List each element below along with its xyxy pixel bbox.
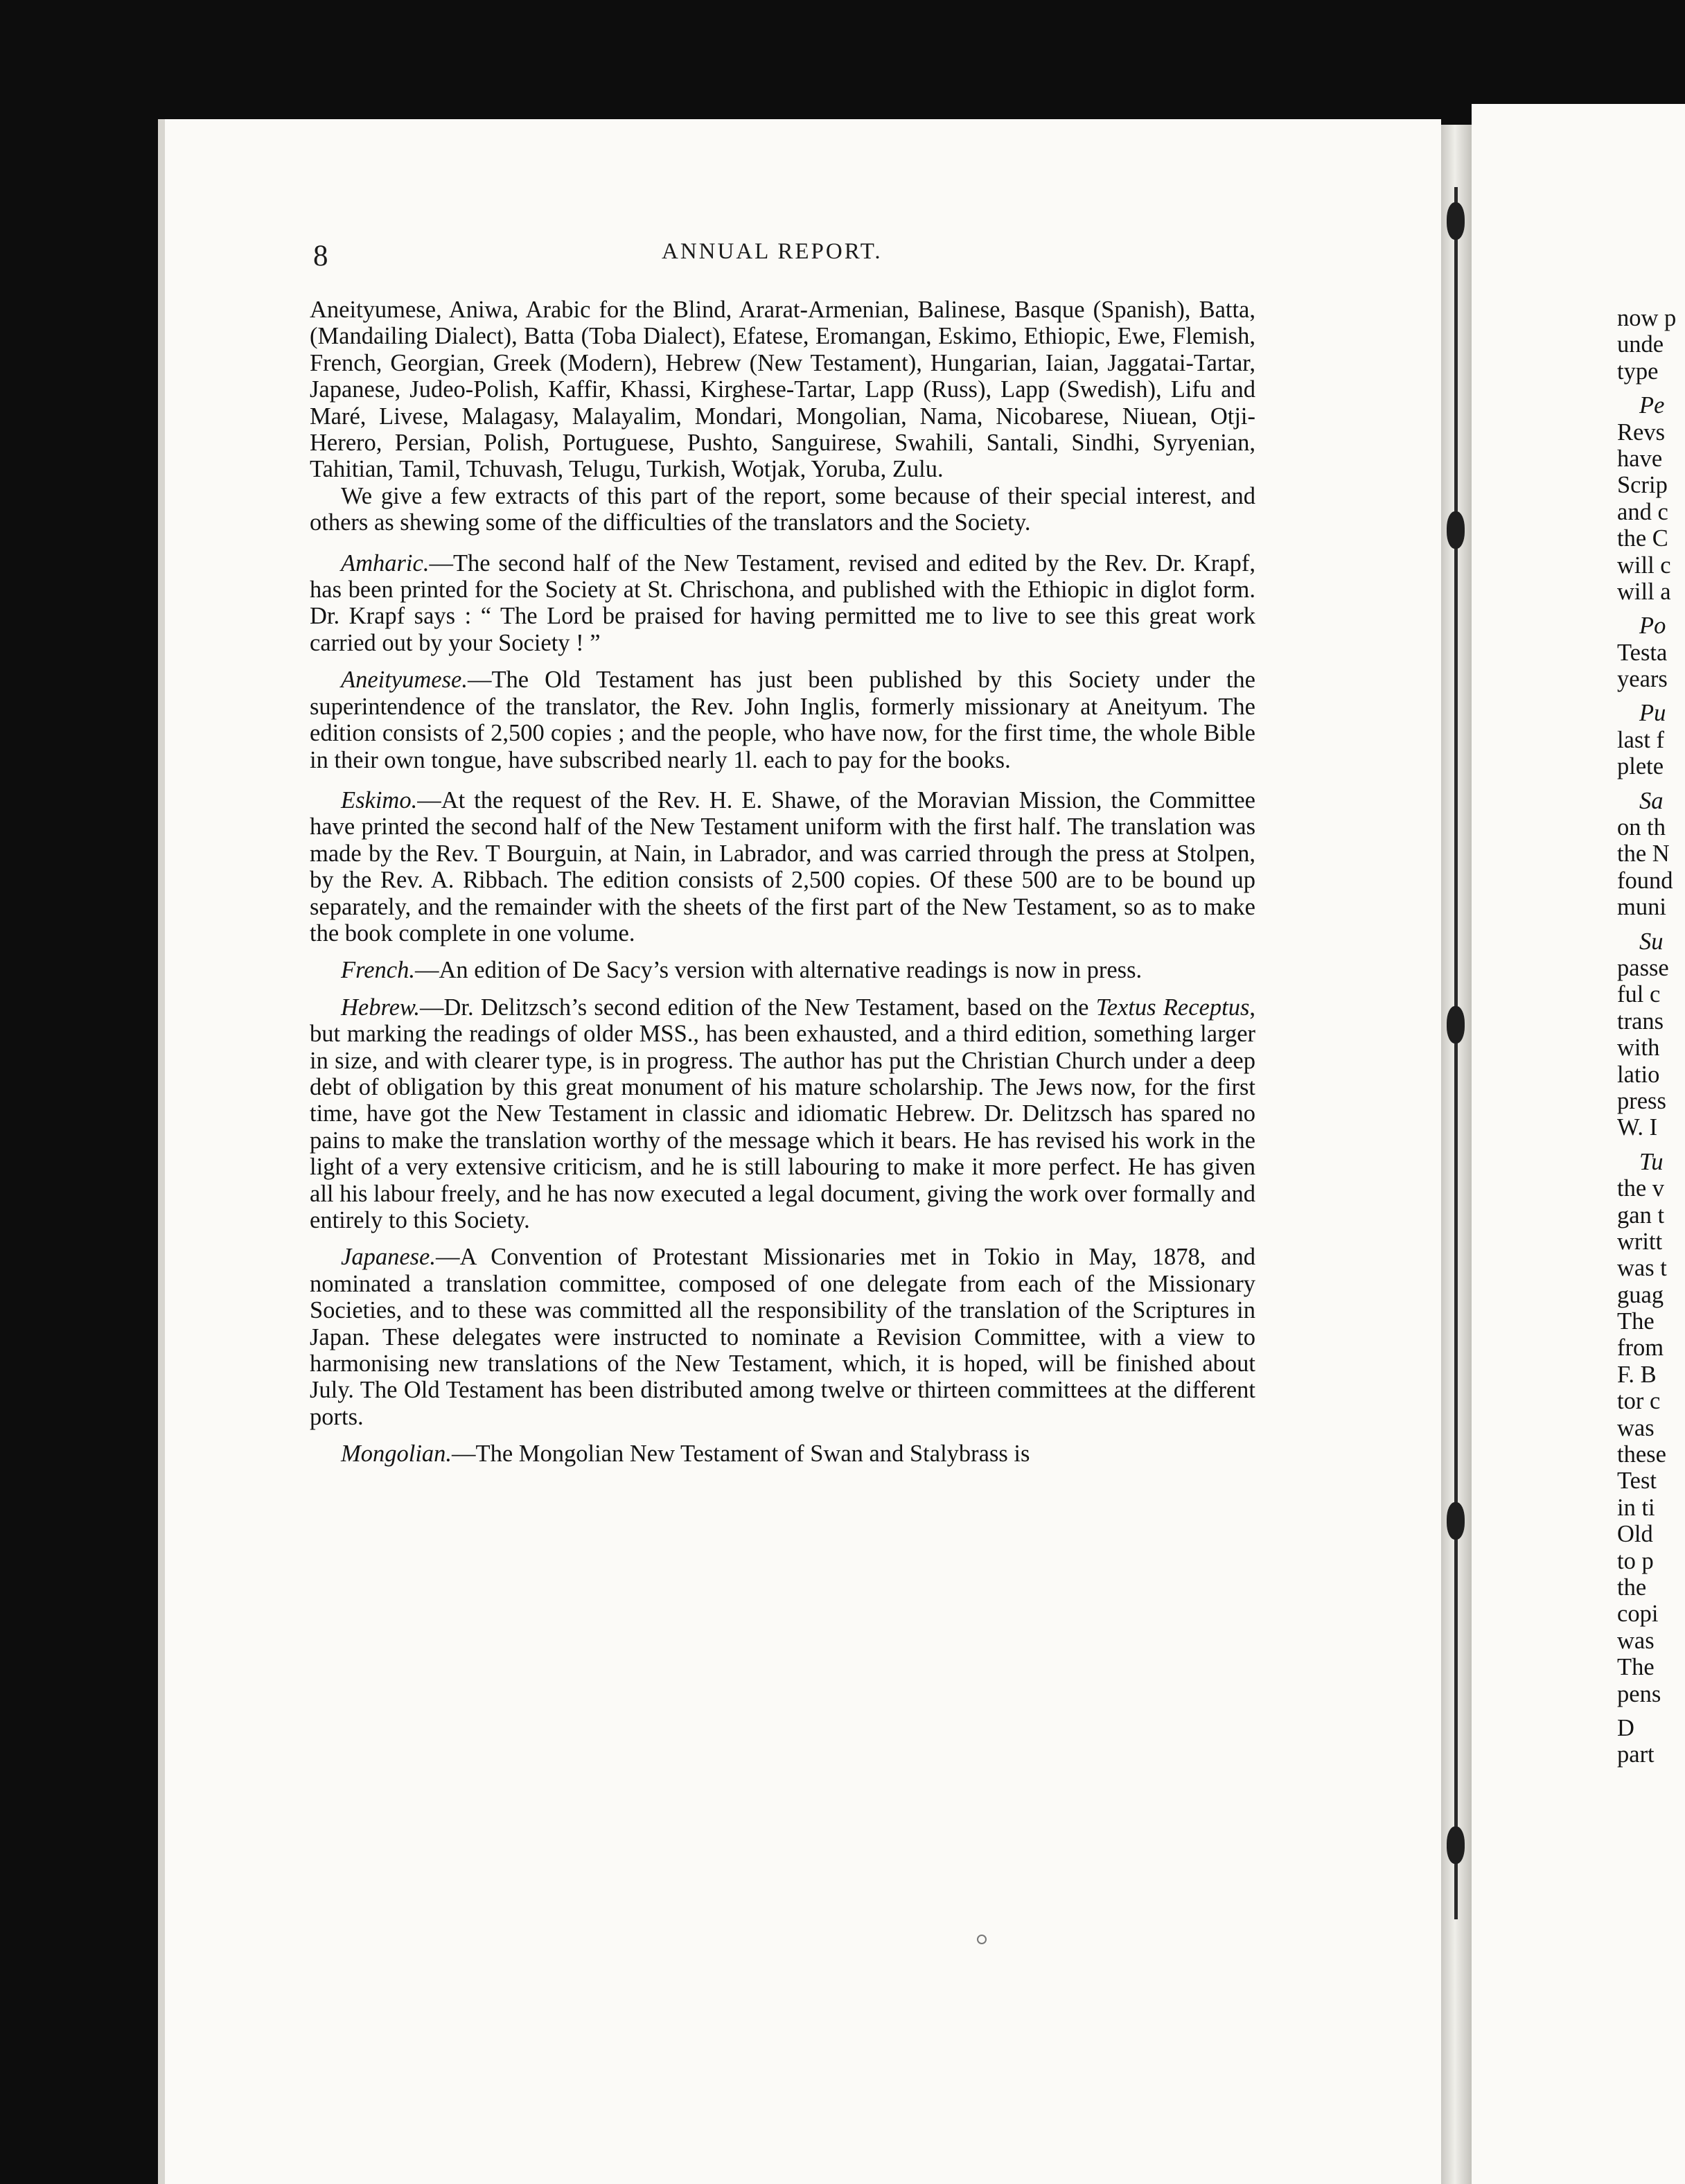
facing-page-line: will a bbox=[1617, 578, 1671, 605]
paragraph-gap bbox=[1617, 921, 1685, 928]
facing-page-line: Scrip bbox=[1617, 472, 1668, 499]
facing-page-line: guag bbox=[1617, 1281, 1664, 1308]
entry-text: —An edition of De Sacy’s version with alternative readings is now in press. bbox=[414, 957, 1143, 984]
facing-page-line: was t bbox=[1617, 1255, 1667, 1282]
entry-french bbox=[310, 957, 1255, 983]
facing-page-line: the C bbox=[1617, 525, 1668, 552]
facing-page-line: Test bbox=[1617, 1468, 1657, 1495]
spine-thread bbox=[1454, 187, 1458, 1919]
entry-language: French. bbox=[341, 957, 415, 984]
facing-page-line: Su bbox=[1639, 928, 1664, 955]
facing-page-line: tor c bbox=[1617, 1388, 1661, 1415]
facing-page-line: Sa bbox=[1639, 787, 1664, 814]
facing-page-line: years bbox=[1617, 666, 1668, 693]
facing-page-line: Pe bbox=[1639, 392, 1665, 419]
page-edge bbox=[158, 119, 165, 2184]
facing-page-line: unde bbox=[1617, 331, 1664, 358]
facing-page-line: trans bbox=[1617, 1007, 1664, 1034]
facing-page-line: Po bbox=[1639, 613, 1666, 640]
entry-aneityumese bbox=[310, 667, 1255, 773]
paragraph-gap bbox=[1617, 1141, 1685, 1149]
facing-page-line: D bbox=[1617, 1714, 1634, 1741]
facing-page-line: Tu bbox=[1639, 1148, 1664, 1175]
facing-page-line: now p bbox=[1617, 305, 1677, 331]
facing-page-line: last f bbox=[1617, 726, 1665, 753]
facing-page-line: press bbox=[1617, 1087, 1666, 1114]
facing-page-line: Pu bbox=[1639, 700, 1666, 727]
paragraph-gap bbox=[1617, 605, 1685, 613]
facing-page-line: Old bbox=[1617, 1521, 1653, 1548]
stitch-knot bbox=[1447, 202, 1465, 240]
report-body bbox=[310, 297, 1255, 1468]
facing-page-line: gan t bbox=[1617, 1201, 1665, 1228]
facing-page-line: muni bbox=[1617, 894, 1666, 921]
paragraph-gap bbox=[1617, 1707, 1685, 1715]
facing-page-line: latio bbox=[1617, 1061, 1660, 1088]
entry-emphasis: Textus Receptus bbox=[1095, 994, 1250, 1021]
facing-page-line: found bbox=[1617, 867, 1673, 894]
facing-page-line: the v bbox=[1617, 1175, 1665, 1202]
entry-language: Hebrew. bbox=[341, 994, 421, 1021]
entry-text: —A Convention of Protestant Missionaries met in Tokio in May, 1878, and nominated a translation committee, composed of one delegate from each of the Missionary Societies, and to these was committed all the responsibility of the translation of the Scriptures in Japan. These delegates were instructed to nominate a Revision Committee, with a view to harmonising new translations of the New Testament, which, it is hoped, will be finished about July. The Old Testament has been distributed among twelve or thirteen committees at the different ports. bbox=[310, 1244, 1255, 1430]
facing-page-line: part bbox=[1617, 1741, 1655, 1768]
facing-page-line: Revs bbox=[1617, 419, 1665, 446]
facing-page-line: F. B bbox=[1617, 1361, 1657, 1388]
facing-page-line: copi bbox=[1617, 1601, 1659, 1628]
facing-page-line: pens bbox=[1617, 1680, 1661, 1707]
entry-language: Amharic. bbox=[341, 549, 430, 576]
entry-language: Eskimo. bbox=[341, 786, 418, 813]
facing-page-line: was bbox=[1617, 1414, 1655, 1441]
facing-page-line: to p bbox=[1617, 1547, 1654, 1574]
entry-eskimo bbox=[310, 787, 1255, 946]
facing-page-line: the N bbox=[1617, 840, 1670, 868]
entry-language: Japanese. bbox=[341, 1244, 436, 1271]
entry-hebrew bbox=[310, 994, 1255, 1234]
page-number: 8 bbox=[313, 240, 328, 272]
facing-page-line: plete bbox=[1617, 753, 1664, 780]
entry-text: —At the request of the Rev. H. E. Shawe, of the Moravian Mission, the Committee have printed the second half of the New Testament uniform with the first half. The translation was made by the Rev. T Bourguin, at Nain, in Labrador, and was carried through the press at Stolpen, by the Rev. A. Ribbach. The edition consists of 2,500 copies. Of these 500 are to be bound up separately, and the remainder with the sheets of the first part of the New Testament, so as to make the book complete in one volume. bbox=[310, 786, 1255, 946]
facing-page-line: W. I bbox=[1617, 1114, 1658, 1141]
paragraph-gap bbox=[1617, 692, 1685, 700]
facing-page-line: have bbox=[1617, 445, 1663, 472]
facing-page-line: was bbox=[1617, 1627, 1655, 1654]
entry-amharic bbox=[310, 550, 1255, 657]
facing-page-column bbox=[1617, 305, 1685, 1768]
facing-page-line: writt bbox=[1617, 1228, 1663, 1255]
entry-language: Mongolian. bbox=[341, 1441, 452, 1468]
facing-page-line: Testa bbox=[1617, 639, 1668, 666]
facing-page-line: and c bbox=[1617, 498, 1668, 525]
paragraph-gap bbox=[1617, 385, 1685, 392]
paragraph-gap bbox=[1617, 780, 1685, 788]
running-head: ANNUAL REPORT. bbox=[662, 239, 883, 264]
stitch-knot bbox=[1447, 1502, 1465, 1540]
stitch-knot bbox=[1447, 511, 1465, 549]
entry-language: Aneityumese. bbox=[341, 667, 468, 694]
facing-page-line: on th bbox=[1617, 814, 1666, 841]
facing-page-line: from bbox=[1617, 1335, 1664, 1362]
facing-page-line: The bbox=[1617, 1654, 1655, 1681]
entry-japanese bbox=[310, 1244, 1255, 1430]
entry-text: —Dr. Delitzsch’s second edition of the New Testament, based on the bbox=[420, 994, 1096, 1021]
facing-page-line: passe bbox=[1617, 954, 1669, 981]
page-mark bbox=[977, 1935, 987, 1944]
entry-text: , but marking the readings of older MSS., has been exhausted, and a third edition, something larger in size, and with clearer type, is in progress. The author has put the Christian Church under a deep debt of obligation by this great monument of his mature scholarship. The Jews now, for the first time, have got the New Testament in classic and idiomatic Hebrew. Dr. Delitzsch has spared no pains to make the translation worthy of the message which it bears. He has revised his work in the light of a very extensive criticism, and he is still labouring to make it more perfect. He has given all his labour freely, and he has now executed a legal document, giving the work over formally and entirely to this Society. bbox=[310, 994, 1255, 1233]
stitch-knot bbox=[1447, 1006, 1465, 1043]
language-list: Aneityumese, Aniwa, Arabic for the Blind, Ararat-Armenian, Balinese, Basque (Spanish), Batta, (Mandailing Dialect), Batta (Toba Dialect), Efatese, Eromangan, Eskimo, Ethiopic, Ewe, Flemish, French, Georgian, Greek (Modern), Hebrew (New Testament), Hungarian, Iaian, Jaggatai-Tartar, Japanese, Judeo-Polish, Kaffir, Khassi, Kirghese-Tartar, Lapp (Russ), Lapp (Swedish), Lifu and Maré, Livese, Malagasy, Malayalim, Mondari, Mongolian, Nama, Nicobarese, Niuean, Otji-Herero, Persian, Polish, Portuguese, Pushto, Sanguirese, Swahili, Santali, Sindhi, Syryenian, Tahitian, Tamil, Tchuvash, Telugu, Turkish, Wotjak, Yoruba, Zulu. bbox=[310, 297, 1255, 483]
facing-page-line: with bbox=[1617, 1034, 1660, 1062]
facing-page-line: will c bbox=[1617, 552, 1671, 579]
stitch-knot bbox=[1447, 1826, 1465, 1864]
facing-page-line: in ti bbox=[1617, 1494, 1655, 1521]
entry-mongolian bbox=[310, 1441, 1255, 1467]
facing-page-line: the bbox=[1617, 1574, 1647, 1601]
facing-page-line: The bbox=[1617, 1308, 1655, 1335]
entry-text: —The Old Testament has just been published by this Society under the superintendence of the translator, the Rev. John Inglis, formerly missionary at Aneityum. The edition consists of 2,500 copies ; and the people, who have now, for the first time, the whole Bible in their own tongue, have subscribed nearly 1l. each to pay for the books. bbox=[310, 667, 1255, 773]
facing-page-line: ful c bbox=[1617, 981, 1661, 1008]
extracts-intro: We give a few extracts of this part of the report, some because of their special interest, and others as shewing some of the difficulties of the translators and the Society. bbox=[310, 482, 1255, 536]
facing-page-line: these bbox=[1617, 1441, 1666, 1468]
entry-text: —The Mongolian New Testament of Swan and Stalybrass is bbox=[452, 1441, 1030, 1468]
entry-text: —The second half of the New Testament, revised and edited by the Rev. Dr. Krapf, has been printed for the Society at St. Chrischona, and published with the Ethiopic in diglot form. Dr. Krapf says : “ The Lord be praised for having permitted me to live to see this great work carried out by your Society ! ” bbox=[310, 549, 1255, 656]
facing-page-line: type bbox=[1617, 358, 1659, 385]
